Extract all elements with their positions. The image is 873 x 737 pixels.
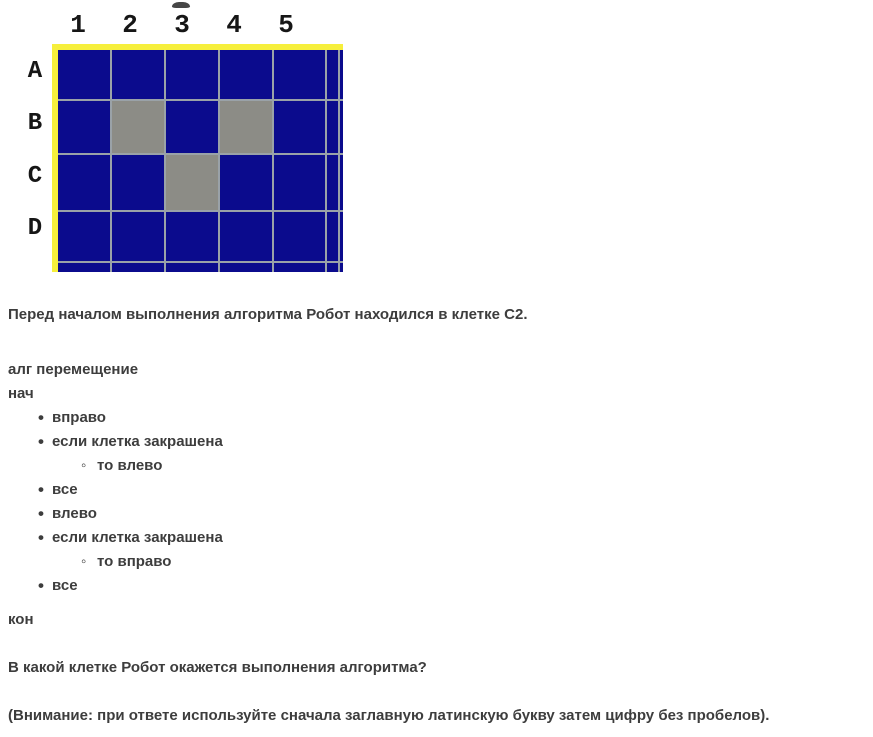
cropped-image-artifact: [172, 2, 190, 8]
grid-cell-partial: [220, 263, 272, 272]
column-label-2: 2: [122, 10, 138, 40]
row-label-A: A: [27, 58, 43, 85]
algorithm-step: • если клетка закрашена: [8, 430, 873, 454]
column-label-1: 1: [70, 10, 86, 40]
grid-cell-A5: [274, 50, 325, 99]
algorithm-step: ◦ то влево: [8, 454, 873, 478]
robot-grid-figure: [0, 0, 341, 277]
grid-cell-partial: [340, 101, 343, 153]
question-content: [8, 305, 873, 726]
algorithm-step: • все: [8, 574, 873, 598]
grid-cell-B5: [274, 101, 325, 153]
algorithm-end: кон: [8, 611, 34, 628]
algorithm-step: • все: [8, 478, 873, 502]
grid-cell-partial: [340, 50, 343, 99]
grid-cell-partial: [327, 155, 338, 210]
grid-cell-B1: [58, 101, 110, 153]
grid-cell-partial: [340, 212, 343, 261]
grid-cell-B4: [220, 101, 272, 153]
grid-cell-D5: [274, 212, 325, 261]
grid-cell-B2: [112, 101, 164, 153]
row-label-C: C: [27, 163, 43, 190]
grid-cell-partial: [274, 263, 325, 272]
column-label-4: 4: [226, 10, 242, 40]
grid-cell-D3: [166, 212, 218, 261]
grid-cell-C5: [274, 155, 325, 210]
algorithm-begin: нач: [8, 385, 34, 402]
algorithm-steps: [8, 406, 873, 598]
grid-cell-C2: [112, 155, 164, 210]
column-label-3: 3: [174, 10, 190, 40]
robot-grid: [52, 44, 343, 272]
question-text: В какой клетке Робот окажется выполнения алгоритма?: [8, 659, 427, 676]
grid-cell-partial: [112, 263, 164, 272]
note-text: (Внимание: при ответе используйте сначала заглавную латинскую букву затем цифру без пробелов).: [8, 707, 770, 724]
grid-cell-partial: [327, 50, 338, 99]
grid-cell-partial: [58, 263, 110, 272]
column-label-5: 5: [278, 10, 294, 40]
grid-cell-D2: [112, 212, 164, 261]
algorithm-step: • влево: [8, 502, 873, 526]
grid-cell-C1: [58, 155, 110, 210]
grid-cell-partial: [166, 263, 218, 272]
grid-cell-C3: [166, 155, 218, 210]
grid-cell-partial: [327, 263, 338, 272]
grid-cell-B3: [166, 101, 218, 153]
grid-cell-A3: [166, 50, 218, 99]
algorithm-step: • если клетка закрашена: [8, 526, 873, 550]
grid-cell-A2: [112, 50, 164, 99]
column-labels: [52, 10, 312, 40]
row-label-D: D: [27, 215, 43, 242]
grid-cell-A1: [58, 50, 110, 99]
grid-cell-partial: [340, 263, 343, 272]
row-label-B: B: [27, 110, 43, 137]
grid-cell-A4: [220, 50, 272, 99]
grid-cell-C4: [220, 155, 272, 210]
algorithm-step: ◦ то вправо: [8, 550, 873, 574]
grid-cell-partial: [327, 101, 338, 153]
grid-cell-D4: [220, 212, 272, 261]
algorithm-header: алг перемещение: [8, 361, 139, 378]
grid-cell-partial: [327, 212, 338, 261]
algorithm-step: • вправо: [8, 406, 873, 430]
grid-cell-partial: [340, 155, 343, 210]
intro-text: Перед началом выполнения алгоритма Робот находился в клетке C2.: [8, 306, 528, 323]
grid-cell-D1: [58, 212, 110, 261]
